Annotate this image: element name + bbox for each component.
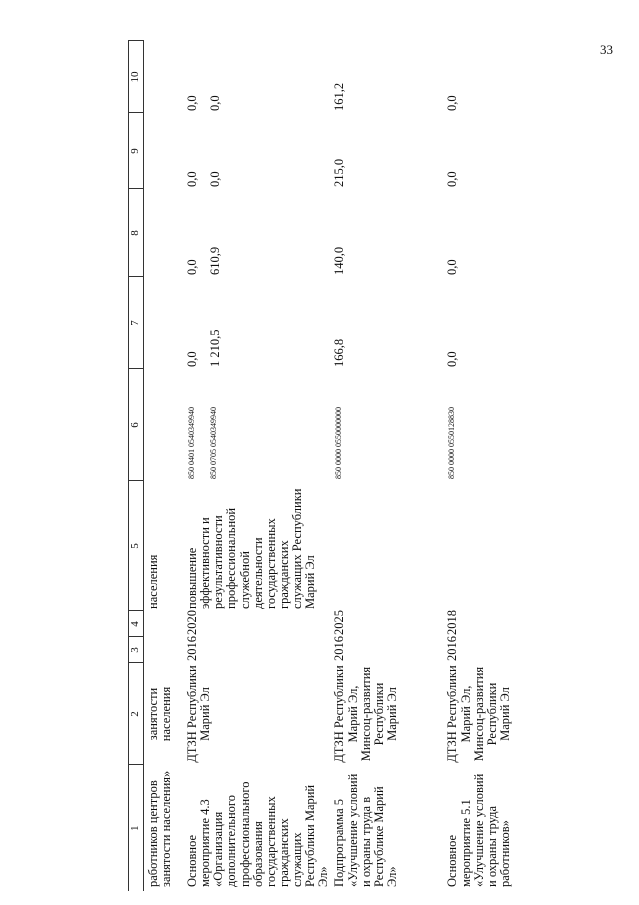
cell-executor: ДТЗН Республики Марий Эл, Минсоц-развития Республики Марий Эл — [445, 665, 512, 763]
column-header: 2 — [129, 663, 144, 765]
table-row — [443, 41, 552, 891]
cell-executor: ДТЗН Республики Марий Эл — [185, 665, 213, 763]
cell-value-8 — [144, 189, 184, 277]
cell-budget-code — [183, 369, 330, 481]
cell-value-10 — [144, 41, 184, 113]
column-header: 5 — [129, 481, 144, 611]
header-row — [129, 41, 144, 891]
cell-value-7 — [183, 277, 330, 369]
cell-value-8: 140,0 — [332, 246, 347, 275]
value-line: 0,0 — [185, 351, 199, 367]
cell-value-7 — [144, 277, 184, 369]
column-header: 10 — [129, 41, 144, 113]
cell-value-9: 215,0 — [332, 158, 347, 187]
cell-result: населения — [146, 554, 160, 609]
data-table — [128, 41, 552, 892]
cell-end-year: 2018 — [445, 610, 460, 635]
cell-name: Основное мероприятие 4.3 «Организация дополнительного профессионального образования государственных гражданских служащих Республики Марий Эл» — [185, 781, 331, 887]
cell-executor: занятости населения — [146, 686, 174, 742]
cell-value-7: 0,0 — [445, 351, 460, 367]
table-row — [183, 41, 330, 891]
budget-code-line: 850 0401 0540349940 — [187, 407, 196, 479]
cell-end-year: 2020 — [185, 610, 199, 635]
budget-code-line: 850 0705 0540349940 — [209, 407, 219, 479]
column-header: 1 — [129, 765, 144, 891]
cell-value-9: 0,0 — [445, 171, 460, 187]
column-header: 6 — [129, 369, 144, 481]
cell-value-10: 0,0 — [445, 95, 460, 111]
cell-value-7: 166,8 — [332, 338, 347, 367]
cell-value-10: 161,2 — [332, 82, 347, 111]
value-line: 0,0 — [185, 171, 199, 187]
cell-value-10 — [183, 41, 330, 113]
cell-result — [443, 481, 552, 611]
column-header: 8 — [129, 189, 144, 277]
cell-end-year: 2025 — [332, 610, 347, 635]
rotated-table-page — [128, 41, 528, 891]
value-line: 0,0 — [208, 95, 223, 111]
page-number: 33 — [600, 42, 613, 57]
cell-start-year: 2016 — [445, 636, 460, 661]
cell-value-9 — [183, 113, 330, 189]
cell-budget-code: 850 0000 0550128830 — [447, 407, 457, 479]
cell-end-year — [144, 611, 184, 637]
table-row — [144, 41, 184, 891]
cell-name: работников центров занятости населения» — [146, 770, 174, 887]
table-row — [330, 41, 443, 891]
value-line: 0,0 — [185, 95, 199, 111]
cell-start-year: 2016 — [185, 636, 199, 661]
value-line: 0,0 — [185, 259, 199, 275]
cell-value-8: 0,0 — [445, 259, 460, 275]
cell-result — [330, 481, 443, 611]
cell-value-9 — [144, 113, 184, 189]
column-header: 4 — [129, 611, 144, 637]
value-line: 610,9 — [208, 246, 223, 275]
cell-start-year: 2016 — [332, 636, 347, 661]
value-line: 1 210,5 — [208, 329, 223, 367]
cell-budget-code — [144, 369, 184, 481]
cell-budget-code: 850 0000 0550000000 — [334, 407, 344, 479]
value-line: 0,0 — [208, 171, 223, 187]
cell-name: Подпрограмма 5 «Улучшение условий и охраны труда в Республике Марий Эл» — [332, 773, 399, 887]
column-header: 7 — [129, 277, 144, 369]
cell-result: повышение эффективности и результативности профессиональной служебной деятельности государственных гражданских служащих Республики Марий Эл — [185, 488, 318, 609]
column-header: 9 — [129, 113, 144, 189]
cell-executor: ДТЗН Республики Марий Эл, Минсоц-развития Республики Марий Эл — [332, 665, 399, 763]
column-header: 3 — [129, 637, 144, 663]
cell-start-year — [144, 637, 184, 663]
cell-value-8 — [183, 189, 330, 277]
cell-name: Основное мероприятие 5.1 «Улучшение условий и охраны труда работников» — [445, 773, 512, 887]
